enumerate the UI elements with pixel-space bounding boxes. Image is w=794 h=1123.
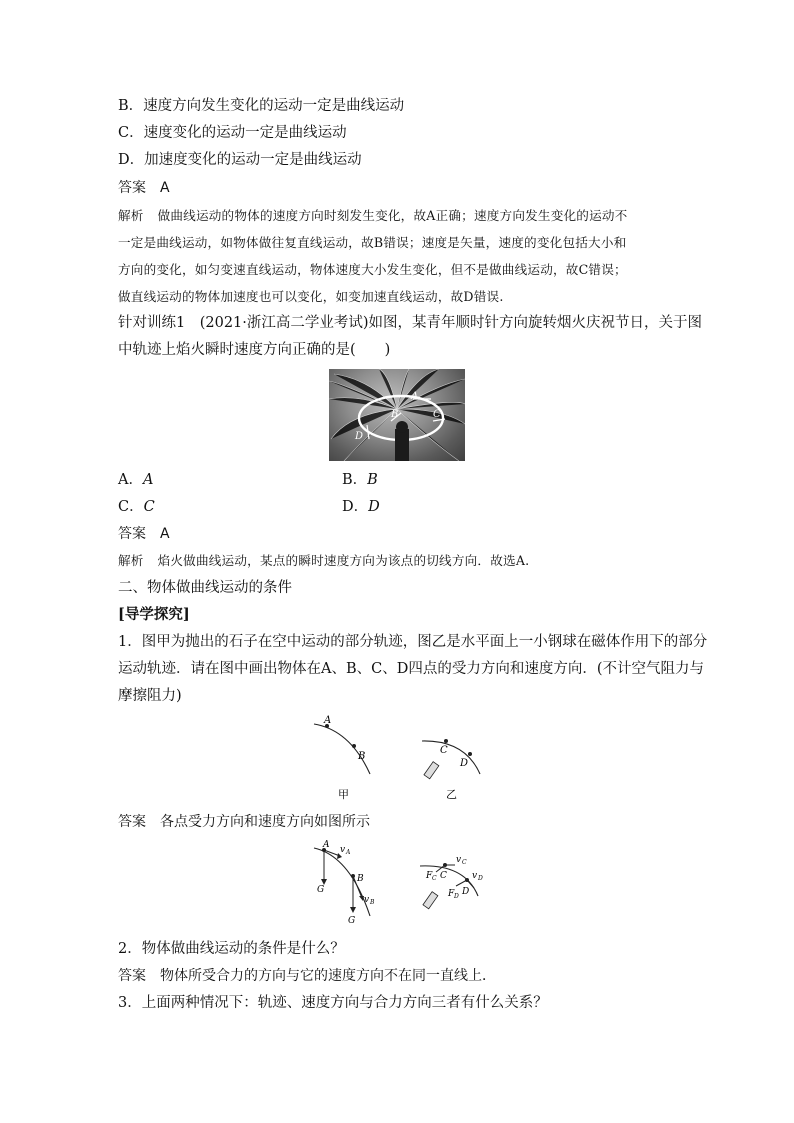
analysis-line-3: 方向的变化，如匀变速直线运动，物体速度大小发生变化，但不是做曲线运动，故C错误； bbox=[118, 262, 627, 277]
training-question-line-2: 中轨迹上焰火瞬时速度方向正确的是( ) bbox=[118, 342, 391, 358]
q2-answer: 答案 物体所受合力的方向与它的速度方向不在同一直线上． bbox=[118, 968, 496, 984]
q1-line-2: 运动轨迹．请在图中画出物体在A、B、C、D四点的受力方向和速度方向．(不计空气阻力与 bbox=[118, 661, 705, 677]
photo-label-a: A bbox=[411, 391, 419, 402]
analysis-line-4: 做直线运动的物体加速度也可以变化，如变加速直线运动，故D错误. bbox=[118, 289, 504, 304]
fig1-label-d: D bbox=[460, 758, 469, 769]
training-answer: 答案 A bbox=[118, 526, 170, 542]
firework-photo bbox=[329, 369, 465, 461]
fig2-label-13: C bbox=[432, 875, 437, 882]
fig2-label-5: B bbox=[357, 874, 364, 884]
fig2-label-8: B bbox=[370, 899, 375, 906]
fig2-label-7: v bbox=[364, 895, 370, 905]
training-analysis: 解析 焰火做曲线运动，某点的瞬时速度方向为该点的切线方向．故选A. bbox=[118, 553, 530, 568]
q3-question: 3．上面两种情况下：轨迹、速度方向与合力方向三者有什么关系？ bbox=[118, 995, 548, 1011]
fig2-label-16: F bbox=[448, 889, 455, 899]
analysis-line-1: 解析 做曲线运动的物体的速度方向时刻发生变化，故A正确；速度方向发生变化的运动不 bbox=[118, 208, 628, 223]
fig1-caption-jia: 甲 bbox=[338, 788, 349, 801]
fig2-label-15: D bbox=[478, 875, 483, 882]
training-option-c: C．C bbox=[118, 499, 155, 515]
firework-photo-drawing bbox=[329, 369, 465, 461]
answer-prev bbox=[118, 178, 680, 198]
photo-label-c: C bbox=[433, 409, 441, 420]
fig2-label-17: D bbox=[454, 893, 459, 900]
q2-question: 2．物体做曲线运动的条件是什么？ bbox=[118, 941, 345, 957]
fig1-label-c: C bbox=[440, 745, 448, 756]
figure-jia-yi bbox=[300, 712, 500, 804]
training-question-line-1: 针对训练1 (2021·浙江高二学业考试)如图，某青年顺时针方向旋转烟火庆祝节日，关于图 bbox=[118, 315, 703, 331]
fig2-label-1: A bbox=[323, 840, 330, 850]
training-option-d: D．D bbox=[342, 499, 380, 515]
q1-answer: 答案 各点受力方向和速度方向如图所示 bbox=[118, 814, 370, 830]
training-option-a: A．A bbox=[118, 472, 154, 488]
section-heading: 二、物体做曲线运动的条件 bbox=[118, 580, 292, 596]
section-tag: [导学探究] bbox=[118, 606, 190, 623]
fig2-label-18: D bbox=[462, 887, 470, 897]
fig2-label-9: v bbox=[456, 855, 462, 865]
q1-line-3: 摩擦阻力) bbox=[118, 688, 182, 704]
fig2-label-6: G bbox=[348, 916, 356, 926]
fig2-label-2: v bbox=[340, 845, 346, 855]
fig2-label-4: G bbox=[317, 885, 325, 895]
fig1-label-a: A bbox=[324, 715, 332, 726]
analysis-line-2: 一定是曲线运动，如物体做往复直线运动，故B错误；速度是矢量，速度的变化包括大小和 bbox=[118, 235, 627, 250]
photo-label-d: D bbox=[355, 431, 364, 442]
fig2-label-14: v bbox=[472, 871, 478, 881]
answer-label: 答案 bbox=[118, 180, 146, 196]
option-d-prev: D．加速度变化的运动一定是曲线运动 bbox=[118, 152, 362, 168]
option-c-prev: C．速度变化的运动一定是曲线运动 bbox=[118, 125, 347, 141]
fig2-label-10: C bbox=[462, 859, 467, 866]
fig1-caption-yi: 乙 bbox=[446, 788, 457, 801]
q1-line-1: 1．图甲为抛出的石子在空中运动的部分轨迹，图乙是水平面上一小钢球在磁体作用下的部分 bbox=[118, 634, 708, 650]
fig2-label-12: F bbox=[426, 871, 433, 881]
option-b-prev: B．速度方向发生变化的运动一定是曲线运动 bbox=[118, 98, 405, 114]
training-option-b: B．B bbox=[342, 472, 378, 488]
fig2-label-3: A bbox=[346, 849, 351, 856]
photo-label-b: B bbox=[391, 409, 399, 420]
fig2-label-11: C bbox=[440, 871, 447, 881]
figure-answer bbox=[300, 838, 500, 930]
fig1-label-b: B bbox=[358, 751, 366, 762]
answer-value: A bbox=[160, 180, 170, 196]
analysis-label: 解析 bbox=[118, 208, 144, 223]
